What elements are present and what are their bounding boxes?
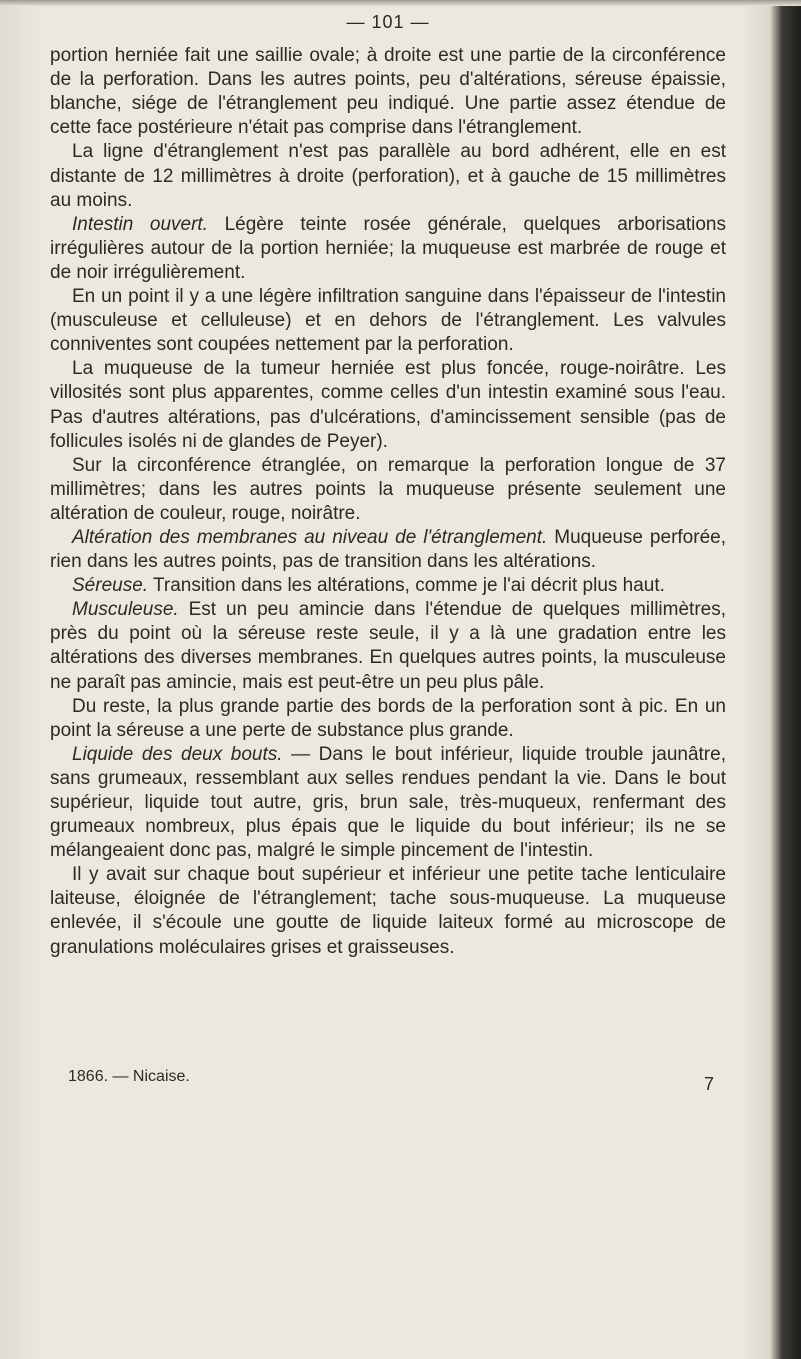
- paragraph-8: [50, 574, 726, 598]
- paragraph-text: Muqueuse perforée, rien dans les autres points, pas de transition dans les altérations.: [50, 526, 726, 573]
- paragraph-lead: Altération des membranes au niveau de l'étranglement.: [72, 526, 548, 548]
- paragraph-text: Est un peu amincie dans l'étendue de quelques millimètres, près du point où la séreuse reste seule, il y a là une gradation entre les altérations des diverses membranes. En quelques autres points, la musculeuse ne paraît pas amincie, mais est peut-être un peu plus pâle.: [50, 599, 726, 693]
- paragraph-10: [50, 695, 726, 743]
- page-top-edge: [0, 0, 801, 6]
- paragraph-6: [50, 454, 726, 526]
- paragraph-5: [50, 357, 726, 453]
- paragraph-text: Du reste, la plus grande partie des bords de la perforation sont à pic. En un point la séreuse a une perte de substance plus grande.: [50, 695, 726, 741]
- page-number: — 101 —: [346, 12, 430, 32]
- paragraph-lead: Musculeuse.: [72, 599, 179, 621]
- paragraph-text: — Dans le bout inférieur, liquide trouble jaunâtre, sans grumeaux, ressemblant aux selles rendues pendant la vie. Dans le bout supérieur, liquide tout autre, gris, brun sale, très-muqueux, renfermant des grumeaux nombreux, plus épais que le liquide du bout inférieur; ils ne se mélangeaient donc pas, malgré le simple pincement de l'intestin.: [50, 743, 726, 862]
- paragraph-lead: Liquide des deux bouts.: [72, 743, 283, 765]
- paragraph-text: Transition dans les altérations, comme je l'ai décrit plus haut.: [148, 575, 665, 597]
- paragraph-text: En un point il y a une légère infiltration sanguine dans l'épaisseur de l'intestin (musculeuse et celluleuse) et en dehors de l'étranglement. Les valvules conniventes sont coupées nettement par la perforation.: [50, 286, 726, 356]
- paragraph-text: Sur la circonférence étranglée, on remarque la perforation longue de 37 millimètres; dans les autres points la muqueuse présente seulement une altération de couleur, rouge, noirâtre.: [50, 454, 726, 524]
- page-footer: [68, 1068, 718, 1098]
- paragraph-12: [50, 863, 726, 959]
- paragraph-2: [50, 140, 726, 212]
- printer-signature: 1866. — Nicaise.: [68, 1068, 190, 1085]
- paragraph-lead: Séreuse.: [72, 575, 149, 597]
- paragraph-text: Il y avait sur chaque bout supérieur et inférieur une petite tache lenticulaire laiteuse, éloignée de l'étranglement; tache sous-muqueuse. La muqueuse enlevée, il s'écoule une goutte de liquide laiteux formé au microscope de granulations moléculaires grises et graisseuses.: [50, 864, 726, 958]
- document-body: [50, 10, 726, 960]
- paragraph-11: [50, 743, 726, 863]
- paragraph-9: [50, 598, 726, 694]
- paragraph-1: [50, 44, 726, 140]
- paragraph-text: Légère teinte rosée générale, quelques arborisations irrégulières autour de la portion herniée; la muqueuse est marbrée de rouge et de noir irrégulièrement.: [50, 213, 726, 283]
- paragraph-lead: Intestin ouvert.: [72, 213, 208, 235]
- paragraph-text: portion herniée fait une saillie ovale; à droite est une partie de la circonférence de la perforation. Dans les autres points, peu d'altérations, séreuse épaissie, blanche, siége de l'étranglement peu indiqué. Une partie assez étendue de cette face postérieure n'était pas comprise dans l'étranglement.: [50, 45, 726, 139]
- paragraph-3: [50, 213, 726, 285]
- paragraph-7: [50, 526, 726, 574]
- paragraph-text: La muqueuse de la tumeur herniée est plus foncée, rouge-noirâtre. Les villosités sont plus apparentes, comme celles d'un intestin examiné sous l'eau. Pas d'autres altérations, pas d'ulcérations, d'amincissement sensible (pas de follicules isolés ni de glandes de Peyer).: [50, 358, 726, 452]
- paragraph-text: La ligne d'étranglement n'est pas parallèle au bord adhérent, elle en est distante de 12 millimètres à droite (perforation), et à gauche de 15 millimètres au moins.: [50, 141, 726, 211]
- sheet-number: 7: [703, 1074, 714, 1094]
- paragraph-4: [50, 285, 726, 357]
